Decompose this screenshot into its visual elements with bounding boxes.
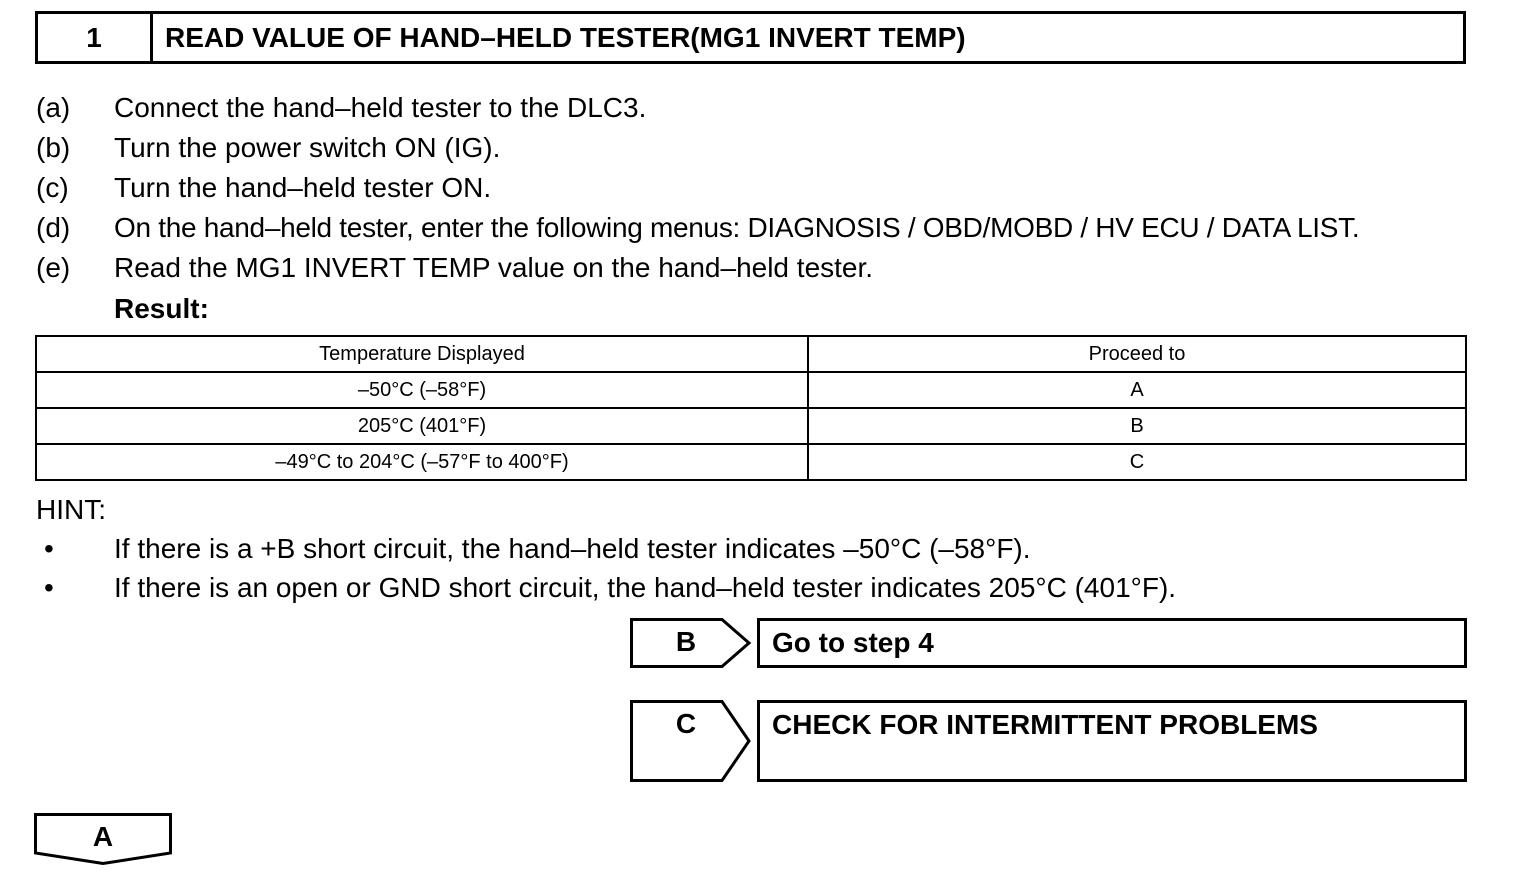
result-label: Result: [114, 293, 209, 324]
result-table [35, 335, 1467, 481]
outcome-a-arrow[interactable] [34, 813, 172, 865]
instruction-label: (d) [36, 212, 71, 243]
temperature-cell: 205°C (401°F) [36, 408, 808, 444]
outcome-c-arrow[interactable] [630, 700, 752, 782]
instruction-label: (e) [36, 252, 71, 283]
instruction-label: (b) [36, 132, 71, 163]
table-row [36, 408, 1466, 444]
instruction-item [36, 208, 1359, 248]
outcome-c-label: C [675, 708, 697, 739]
table-row [36, 372, 1466, 408]
column-header-proceed: Proceed to [808, 336, 1466, 372]
proceed-cell: C [808, 444, 1466, 480]
instruction-text: Read the MG1 INVERT TEMP value on the hand–held tester. [114, 252, 874, 283]
instruction-item [36, 248, 873, 288]
outcome-b-destination[interactable]: Go to step 4 [757, 618, 1467, 668]
table-header-row [36, 336, 1466, 372]
bullet-icon: • [44, 533, 54, 564]
temperature-cell: –49°C to 204°C (–57°F to 400°F) [36, 444, 808, 480]
outcome-b-arrow[interactable] [630, 618, 752, 668]
outcome-a-label: A [92, 821, 114, 852]
bullet-icon: • [44, 572, 54, 603]
instruction-text: Turn the power switch ON (IG). [114, 132, 501, 163]
outcome-c-destination[interactable]: CHECK FOR INTERMITTENT PROBLEMS [757, 700, 1467, 782]
hint-item [36, 529, 1031, 569]
instruction-text: On the hand–held tester, enter the following menus: DIAGNOSIS / OBD/MOBD / HV ECU / DATA LIST. [114, 212, 1360, 243]
instruction-text: Turn the hand–held tester ON. [114, 172, 492, 203]
instruction-label: (c) [36, 172, 69, 203]
instruction-item [36, 88, 646, 128]
hint-text: If there is an open or GND short circuit, the hand–held tester indicates 205°C (401°F). [114, 572, 1177, 603]
instruction-text: Connect the hand–held tester to the DLC3. [114, 92, 647, 123]
hint-item [36, 568, 1176, 608]
hint-title: HINT: [36, 494, 106, 525]
proceed-cell: A [808, 372, 1466, 408]
step-title: READ VALUE OF HAND–HELD TESTER(MG1 INVERT TEMP) [165, 21, 966, 53]
step-number: 1 [38, 14, 153, 61]
hint-text: If there is a +B short circuit, the hand–held tester indicates –50°C (–58°F). [114, 533, 1031, 564]
instruction-label: (a) [36, 92, 71, 123]
table-row [36, 444, 1466, 480]
proceed-cell: B [808, 408, 1466, 444]
column-header-temperature: Temperature Displayed [36, 336, 808, 372]
temperature-cell: –50°C (–58°F) [36, 372, 808, 408]
step-header [35, 11, 1466, 64]
outcome-b-label: B [675, 626, 697, 657]
instruction-item [36, 128, 500, 168]
instruction-item [36, 168, 491, 208]
